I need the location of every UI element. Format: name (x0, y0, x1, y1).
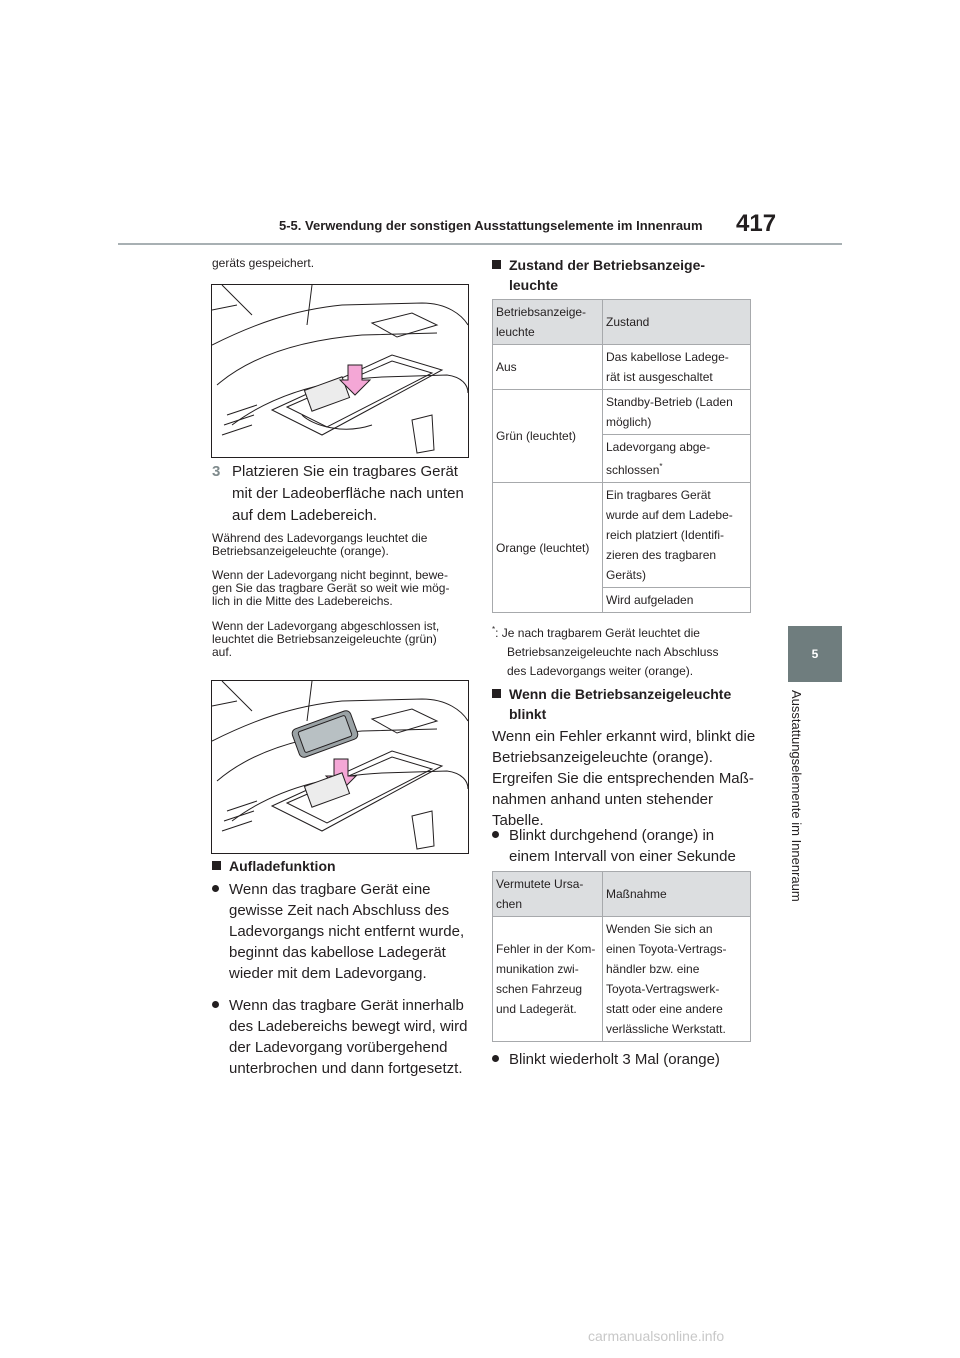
step-line: Platzieren Sie ein tragbares Gerät (232, 463, 458, 480)
heading-text: Zustand der Betriebsanzeige- (509, 257, 706, 273)
bullet-line: Wenn das tragbare Gerät eine (229, 881, 431, 898)
footer-watermark: carmanualsonline.info (588, 1328, 725, 1344)
footnote-line: : Je nach tragbarem Gerät leuchtet die (495, 626, 700, 640)
bullet-dot-icon (492, 831, 499, 838)
note-2 (212, 569, 472, 608)
note-line: Wenn der Ladevorgang abgeschlossen ist, (212, 619, 440, 633)
bullet-line: Wenn das tragbare Gerät innerhalb (229, 997, 464, 1014)
page-number: 417 (736, 210, 777, 237)
heading-status (492, 255, 705, 295)
table-cell: Standby-Betrieb (Laden möglich) (603, 390, 751, 435)
chapter-label (788, 690, 808, 930)
bullet-item (212, 879, 489, 984)
bullet-line: unterbrochen und dann fortgesetzt. (229, 1060, 463, 1077)
table-row (493, 390, 751, 435)
table-cell: Orange (leuchtet) (493, 483, 603, 613)
heading-square-icon (212, 861, 221, 870)
table-row (493, 917, 751, 1042)
step-line: mit der Ladeoberfläche nach unten (232, 485, 464, 502)
bullet-dot-icon (492, 1055, 499, 1062)
note-line: Wenn der Ladevorgang nicht beginnt, bewe- (212, 568, 448, 582)
bullet-line: gewisse Zeit nach Abschluss des (229, 902, 450, 919)
heading-text: blinkt (509, 706, 547, 722)
cause-table (492, 871, 751, 1042)
table-cell: Ladevorgang abge- schlossen* (603, 435, 751, 483)
note-line: auf. (212, 645, 233, 659)
bullet-line: Ladevorgangs nicht entfernt wurde, (229, 923, 465, 940)
header-rule (118, 243, 842, 245)
continued-text: geräts gespeichert. (212, 256, 315, 270)
step-text (232, 461, 464, 527)
chapter-tab: 5 (788, 626, 842, 682)
bullet-dot-icon (212, 1001, 219, 1008)
bullet-dot-icon (212, 885, 219, 892)
heading-square-icon (492, 689, 501, 698)
step-number: 3 (212, 463, 221, 480)
figure-charging-tray (211, 284, 469, 458)
table-header-cell: Zustand (603, 300, 751, 345)
bullet-item: Blinkt durchgehend (orange) in einem Intervall von einer Sekunde (492, 825, 736, 867)
footnote-mark: * (492, 625, 496, 634)
note-1 (212, 532, 472, 558)
table-row (493, 483, 751, 588)
error-paragraph: Wenn ein Fehler erkannt wird, blinkt die Betriebsanzeigeleuchte (orange). Ergreifen Sie die entsprechenden Maß- nahmen anhand unten stehender Tabelle. (492, 728, 756, 829)
bullet-line: beginnt das kabellose Ladegerät (229, 944, 446, 961)
bullet-item: Blinkt wiederholt 3 Mal (orange) (492, 1049, 720, 1070)
heading-blinks (492, 684, 731, 724)
table-cell: Aus (493, 345, 603, 390)
table-header-cell: Vermutete Ursa- chen (493, 872, 603, 917)
table-header-cell: Maßnahme (603, 872, 751, 917)
heading-square-icon (492, 260, 501, 269)
table-header-row (493, 300, 751, 345)
console-phone-illustration (212, 681, 468, 853)
note-line: Während des Ladevorgangs leuchtet die (212, 531, 428, 545)
bullet-line: des Ladebereichs bewegt wird, wird (229, 1018, 468, 1035)
heading-text: leuchte (509, 277, 559, 293)
table-cell: Wird aufgeladen (603, 588, 751, 613)
footnote-line: des Ladevorgangs weiter (orange). (507, 664, 694, 678)
chapter-label-text: Ausstattungselemente im Innenraum (789, 690, 804, 902)
note-3 (212, 620, 472, 659)
table-cell: Wenden Sie sich an einen Toyota-Vertrags- händler bzw. eine Toyota-Vertragswerk- statt oder eine andere verlässliche Werkstatt. (603, 917, 751, 1042)
heading-text: Wenn die Betriebsanzeigeleuchte (509, 686, 732, 702)
section-title: 5-5. Verwendung der sonstigen Ausstattungselemente im Innenraum (279, 218, 703, 233)
status-table (492, 299, 751, 613)
figure-phone-placement (211, 680, 469, 854)
bullet-line: der Ladevorgang vorübergehend (229, 1039, 448, 1056)
table-header-cell: Betriebsanzeige- leuchte (493, 300, 603, 345)
table-row (493, 345, 751, 390)
console-illustration (212, 285, 468, 457)
footnote-line: Betriebsanzeigeleuchte nach Abschluss (507, 645, 719, 659)
step-line: auf dem Ladebereich. (232, 507, 378, 524)
table-cell: Fehler in der Kom- munikation zwi- schen Fahrzeug und Ladegerät. (493, 917, 603, 1042)
table-cell: Ein tragbares Gerät wurde auf dem Ladebe- reich platziert (Identifi- zieren des tragbaren Geräts) (603, 483, 751, 588)
note-line: leuchtet die Betriebsanzeigeleuchte (grün) (212, 632, 437, 646)
bullet-line: wieder mit dem Ladevorgang. (229, 965, 427, 982)
note-line: Betriebsanzeigeleuchte (orange). (212, 544, 389, 558)
note-line: lich in die Mitte des Ladebereichs. (212, 594, 393, 608)
footnote (492, 620, 718, 681)
note-line: gen Sie das tragbare Gerät so weit wie mög- (212, 581, 450, 595)
heading-aufladefunktion (212, 856, 336, 876)
table-cell: Grün (leuchtet) (493, 390, 603, 483)
table-header-row (493, 872, 751, 917)
bullet-item (212, 995, 489, 1079)
table-cell: Das kabellose Ladege- rät ist ausgeschaltet (603, 345, 751, 390)
heading-text: Aufladefunktion (229, 858, 336, 874)
